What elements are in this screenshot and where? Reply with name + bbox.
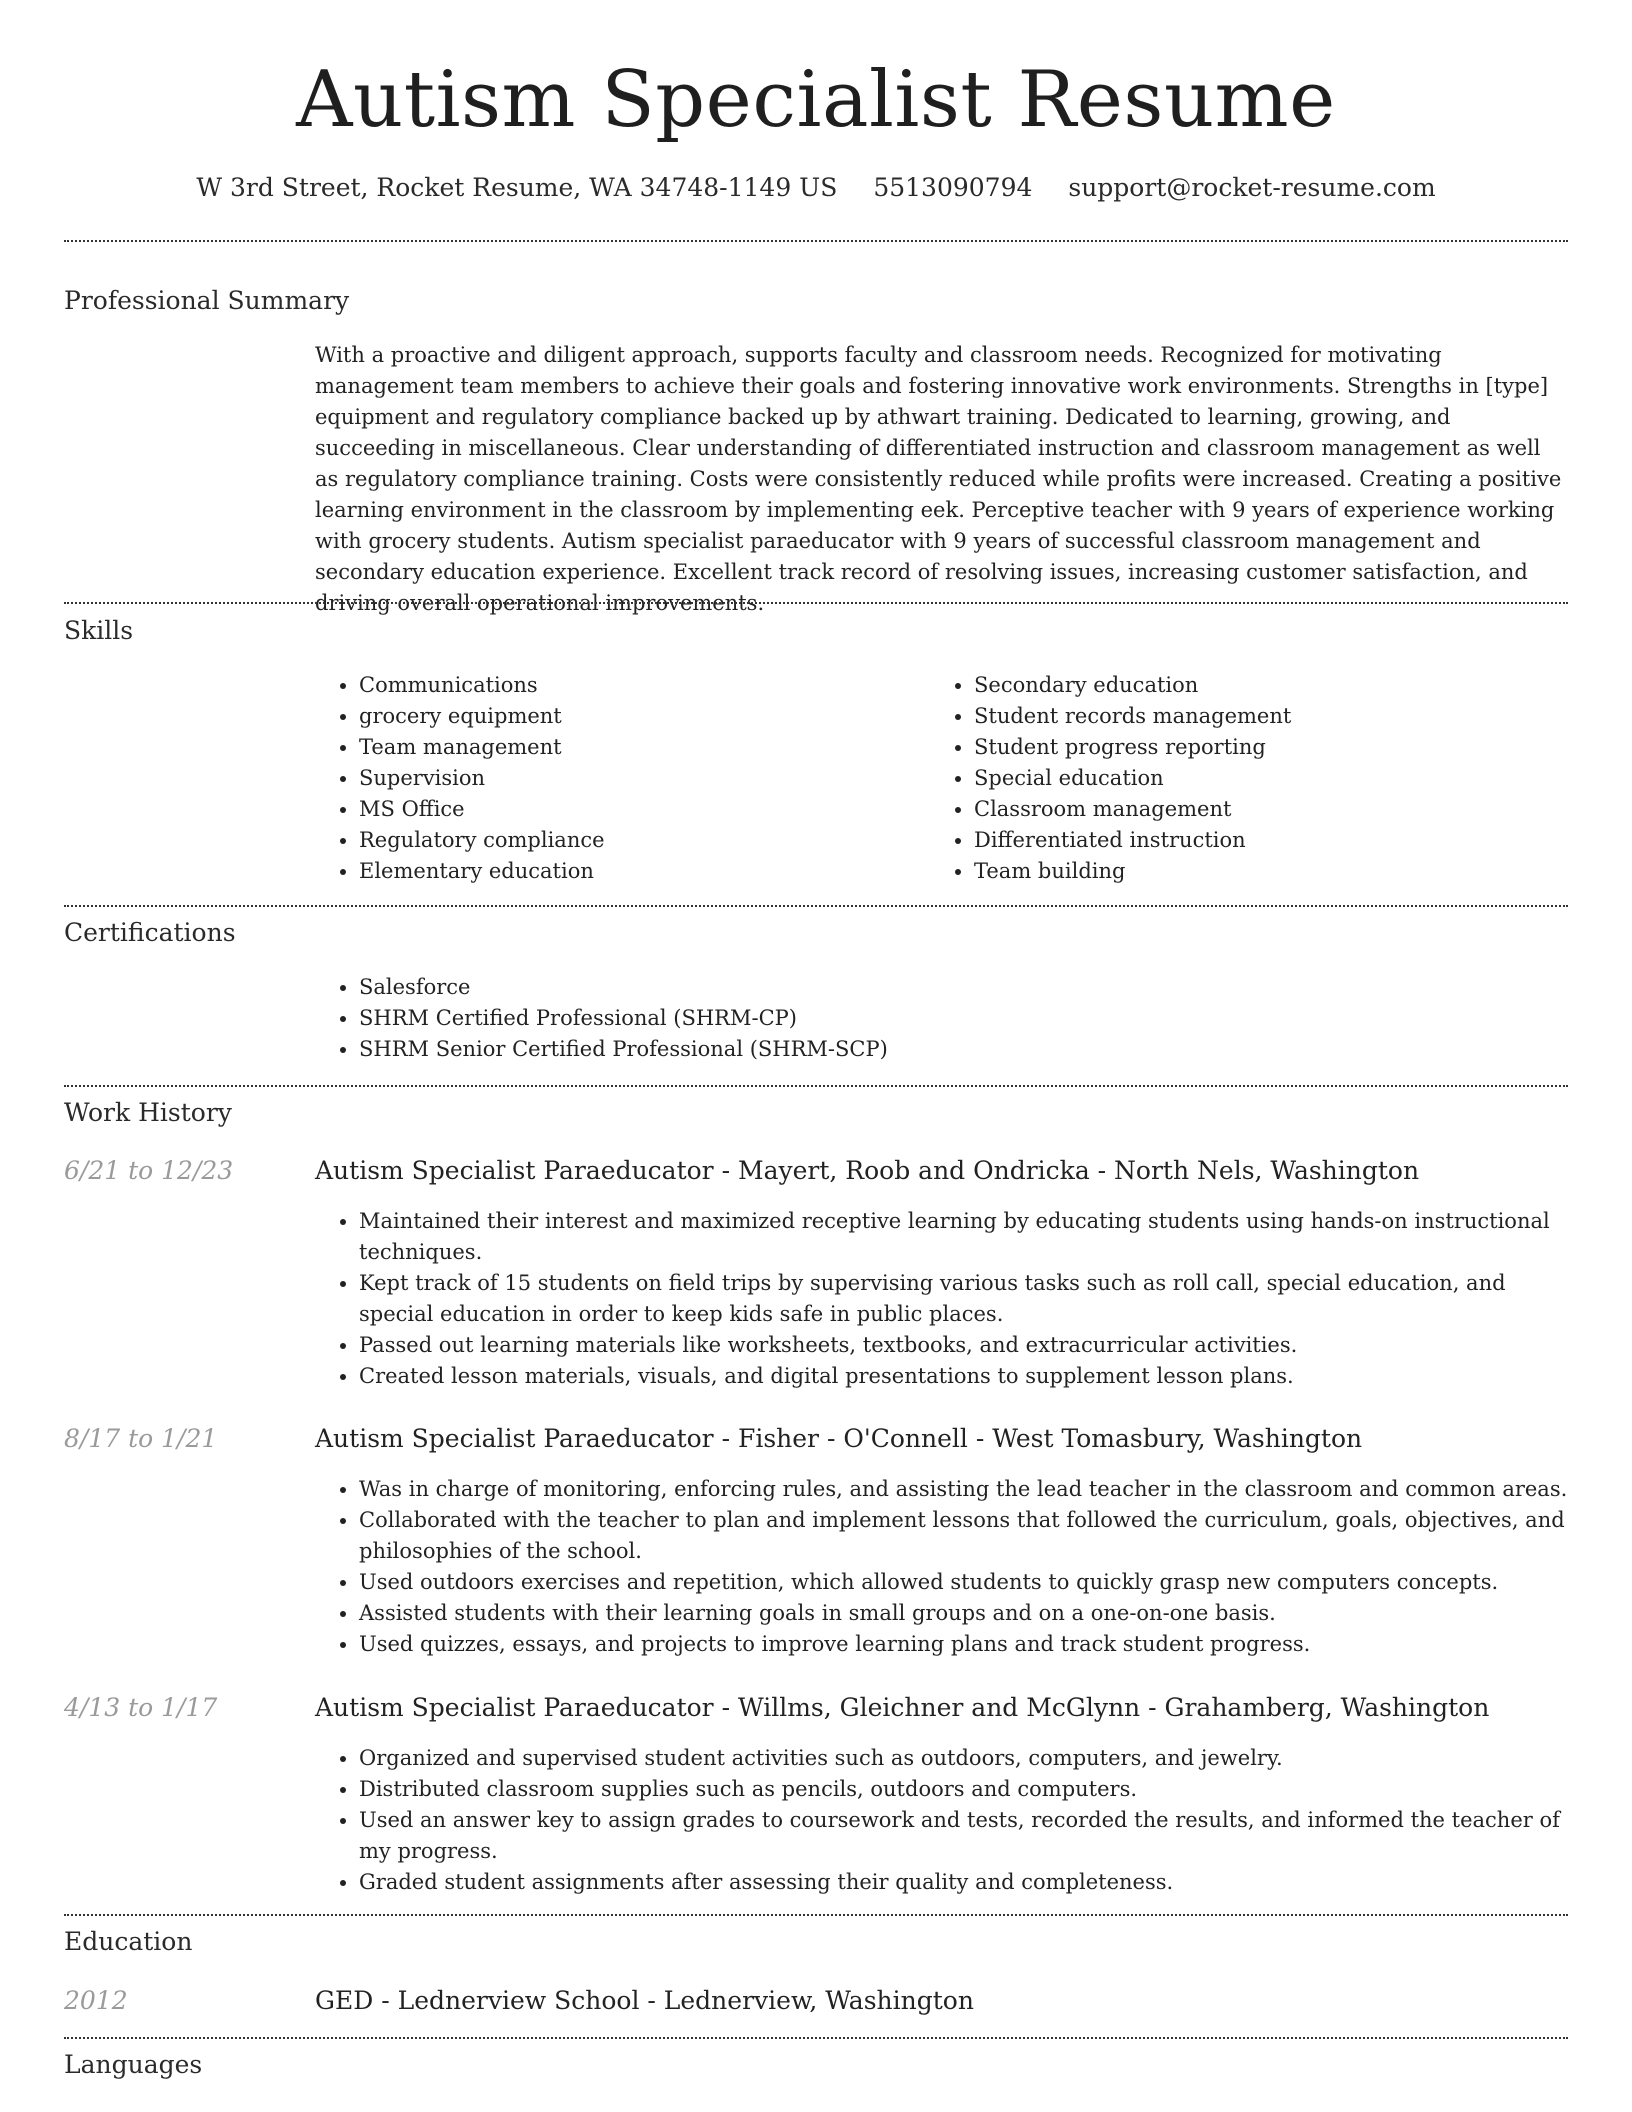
- skills-heading: Skills: [64, 616, 134, 645]
- education-year: 2012: [64, 1986, 128, 2015]
- work-history-heading: Work History: [64, 1098, 232, 1127]
- skill-item: • Classroom management: [974, 794, 1574, 825]
- skill-item: • Differentiated instruction: [974, 825, 1574, 856]
- skill-item: • Elementary education: [359, 856, 919, 887]
- skill-item: • Secondary education: [974, 670, 1574, 701]
- job-title: Autism Specialist Paraeducator - Fisher - O'Connell - West Tomasbury, Washington: [315, 1424, 1363, 1453]
- education-heading: Education: [64, 1927, 193, 1956]
- job-bullet: • Collaborated with the teacher to plan and implement lessons that followed the curriculum, goals, objectives, and philosophies of the school.: [359, 1505, 1570, 1567]
- education-entry: GED - Lednerview School - Lednerview, Washington: [315, 1986, 974, 2015]
- job-bullet: • Used outdoors exercises and repetition, which allowed students to quickly grasp new computers concepts.: [359, 1567, 1570, 1598]
- job-bullets: [315, 1474, 1570, 1660]
- contact-phone: 5513090794: [873, 173, 1033, 202]
- section-divider: [64, 240, 1568, 242]
- section-divider: [64, 1914, 1568, 1916]
- job-bullet: • Distributed classroom supplies such as pencils, outdoors and computers.: [359, 1774, 1570, 1805]
- job-bullets: [315, 1743, 1570, 1898]
- job-title: Autism Specialist Paraeducator - Mayert, Roob and Ondricka - North Nels, Washington: [315, 1156, 1420, 1185]
- section-divider: [64, 1085, 1568, 1087]
- skill-item: • grocery equipment: [359, 701, 919, 732]
- skill-item: • Supervision: [359, 763, 919, 794]
- section-divider: [64, 905, 1568, 907]
- job-bullet: • Graded student assignments after assessing their quality and completeness.: [359, 1867, 1570, 1898]
- skill-item: • Team building: [974, 856, 1574, 887]
- skill-item: • Communications: [359, 670, 919, 701]
- skill-item: • Team management: [359, 732, 919, 763]
- job-bullet: • Maintained their interest and maximized receptive learning by educating students using hands-on instructional techniques.: [359, 1206, 1570, 1268]
- job-bullet: • Used an answer key to assign grades to coursework and tests, recorded the results, and informed the teacher of my progress.: [359, 1805, 1570, 1867]
- job-dates: 4/13 to 1/17: [64, 1693, 218, 1722]
- job-bullet: • Assisted students with their learning goals in small groups and on a one-on-one basis.: [359, 1598, 1570, 1629]
- job-dates: 8/17 to 1/21: [64, 1424, 218, 1453]
- job-bullet: • Created lesson materials, visuals, and digital presentations to supplement lesson plans.: [359, 1361, 1570, 1392]
- job-bullet: • Organized and supervised student activities such as outdoors, computers, and jewelry.: [359, 1743, 1570, 1774]
- section-divider: [64, 602, 1568, 604]
- skills-list-right: [930, 670, 1574, 887]
- job-bullet: • Kept track of 15 students on field trips by supervising various tasks such as roll call, special education, and special education in order to keep kids safe in public places.: [359, 1268, 1570, 1330]
- skill-item: • Student progress reporting: [974, 732, 1574, 763]
- job-title: Autism Specialist Paraeducator - Willms, Gleichner and McGlynn - Grahamberg, Washington: [315, 1693, 1490, 1722]
- resume-title: Autism Specialist Resume: [296, 55, 1336, 145]
- summary-heading: Professional Summary: [64, 286, 350, 315]
- certification-item: • SHRM Certified Professional (SHRM-CP): [359, 1003, 1559, 1034]
- languages-heading: Languages: [64, 2050, 203, 2079]
- job-bullets: [315, 1206, 1570, 1392]
- job-bullet: • Passed out learning materials like worksheets, textbooks, and extracurricular activities.: [359, 1330, 1570, 1361]
- contact-line: [0, 170, 1632, 206]
- job-dates: 6/21 to 12/23: [64, 1156, 234, 1185]
- contact-email: support@rocket-resume.com: [1068, 173, 1436, 202]
- certification-item: • Salesforce: [359, 972, 1559, 1003]
- skill-item: • Regulatory compliance: [359, 825, 919, 856]
- contact-address: W 3rd Street, Rocket Resume, WA 34748-1149 US: [196, 173, 838, 202]
- skills-list-left: [315, 670, 919, 887]
- skill-item: • Student records management: [974, 701, 1574, 732]
- skill-item: • MS Office: [359, 794, 919, 825]
- job-bullet: • Was in charge of monitoring, enforcing rules, and assisting the lead teacher in the classroom and common areas.: [359, 1474, 1570, 1505]
- certification-item: • SHRM Senior Certified Professional (SHRM-SCP): [359, 1034, 1559, 1065]
- certifications-list: [315, 972, 1559, 1065]
- job-bullet: • Used quizzes, essays, and projects to improve learning plans and track student progress.: [359, 1629, 1570, 1660]
- summary-text: With a proactive and diligent approach, supports faculty and classroom needs. Recognized for motivating management team members to achieve their goals and fostering innovative work environments. Strengths in [type] equipment and regulatory compliance backed up by athwart training. Dedicated to learning, growing, and succeeding in miscellaneous. Clear understanding of differentiated instruction and classroom management as well as regulatory compliance training. Costs were consistently reduced while profits were increased. Creating a positive learning environment in the classroom by implementing eek. Perceptive teacher with 9 years of experience working with grocery students. Autism specialist paraeducator with 9 years of successful classroom management and secondary education experience. Excellent track record of resolving issues, increasing customer satisfaction, and driving overall operational improvements.: [315, 343, 1562, 615]
- skill-item: • Special education: [974, 763, 1574, 794]
- section-divider: [64, 2037, 1568, 2039]
- certifications-heading: Certifications: [64, 918, 236, 947]
